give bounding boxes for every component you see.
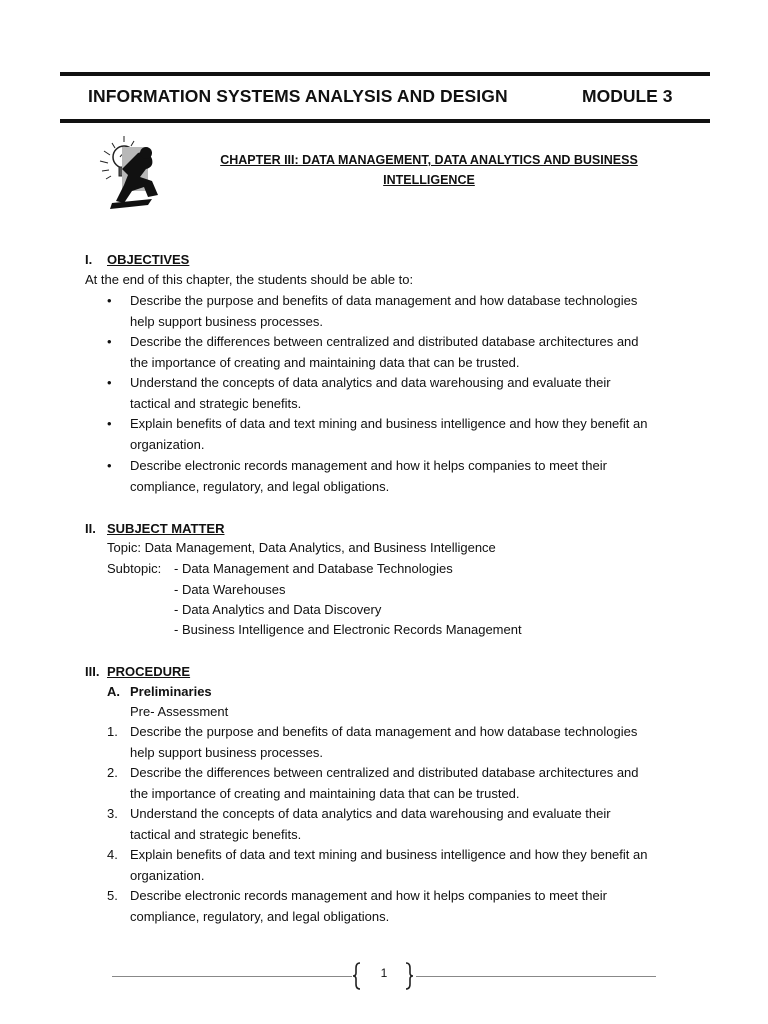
header-top-rule xyxy=(60,72,710,76)
procedure-item-4-line-1: Explain benefits of data and text mining and business intelligence and how they benefit an xyxy=(130,847,648,862)
objective-item-3-line-2: tactical and strategic benefits. xyxy=(130,395,302,411)
preliminaries-heading: Preliminaries xyxy=(130,684,212,699)
subtopic-label: Subtopic: xyxy=(107,561,162,576)
bullet-icon: • xyxy=(107,293,112,308)
procedure-item-1-number: 1. xyxy=(107,724,118,739)
procedure-number: III. xyxy=(85,664,100,679)
procedure-item-3 xyxy=(130,804,690,845)
chapter-title-line-1: CHAPTER III: DATA MANAGEMENT, DATA ANALYTICS AND BUSINESS xyxy=(220,153,638,167)
objective-item-5 xyxy=(130,456,683,497)
procedure-item-5-line-2: compliance, regulatory, and legal obligations. xyxy=(130,908,390,924)
objective-item-2 xyxy=(130,332,683,373)
chapter-title xyxy=(200,150,658,190)
objective-item-1-line-1: Describe the purpose and benefits of data management and how database technologies xyxy=(130,293,638,308)
subject-matter-number: II. xyxy=(85,521,96,536)
bullet-icon: • xyxy=(107,334,112,349)
bullet-icon: • xyxy=(107,458,112,473)
topic-line: Topic: Data Management, Data Analytics, and Business Intelligence xyxy=(107,540,496,555)
module-label: MODULE 3 xyxy=(582,86,673,106)
procedure-item-3-line-1: Understand the concepts of data analytics and data warehousing and evaluate their xyxy=(130,806,611,821)
header-bottom-rule xyxy=(60,119,710,123)
subtopic-item-4: - Business Intelligence and Electronic Records Management xyxy=(174,622,522,637)
subject-matter-heading: SUBJECT MATTER xyxy=(107,521,225,536)
procedure-item-4-line-2: organization. xyxy=(130,867,205,883)
course-title: INFORMATION SYSTEMS ANALYSIS AND DESIGN xyxy=(88,86,508,106)
objective-item-4-line-1: Explain benefits of data and text mining and business intelligence and how they benefit an xyxy=(130,416,648,431)
procedure-item-2-line-1: Describe the differences between centralized and distributed database architectures and xyxy=(130,765,639,780)
page-number: 1 xyxy=(380,966,388,980)
procedure-item-1-line-2: help support business processes. xyxy=(130,744,323,760)
pre-assessment-label: Pre- Assessment xyxy=(130,704,229,719)
procedure-item-2-number: 2. xyxy=(107,765,118,780)
subtopic-item-2: - Data Warehouses xyxy=(174,582,286,597)
footer-rule-left xyxy=(112,976,352,977)
subtopic-item-1: - Data Management and Database Technologies xyxy=(174,561,453,576)
procedure-item-3-line-2: tactical and strategic benefits. xyxy=(130,826,302,842)
left-brace-icon xyxy=(352,962,362,990)
procedure-item-4 xyxy=(130,845,690,886)
objective-item-3-line-1: Understand the concepts of data analytics and data warehousing and evaluate their xyxy=(130,375,611,390)
chapter-title-line-2: INTELLIGENCE xyxy=(383,173,475,187)
objective-item-4 xyxy=(130,414,683,455)
objective-item-3 xyxy=(130,373,683,414)
procedure-item-4-number: 4. xyxy=(107,847,118,862)
footer-rule-right xyxy=(416,976,656,977)
subtopic-item-3: - Data Analytics and Data Discovery xyxy=(174,602,382,617)
procedure-item-2-line-2: the importance of creating and maintaining data that can be trusted. xyxy=(130,785,520,801)
objective-item-2-line-1: Describe the differences between centralized and distributed database architectures and xyxy=(130,334,639,349)
objectives-heading: OBJECTIVES xyxy=(107,252,190,267)
objective-item-2-line-2: the importance of creating and maintaining data that can be trusted. xyxy=(130,354,520,370)
right-brace-icon xyxy=(404,962,414,990)
procedure-item-1 xyxy=(130,722,690,763)
objective-item-5-line-2: compliance, regulatory, and legal obligations. xyxy=(130,478,390,494)
objectives-number: I. xyxy=(85,252,93,267)
bullet-icon: • xyxy=(107,416,112,431)
preliminaries-letter: A. xyxy=(107,684,120,699)
objective-item-1-line-2: help support business processes. xyxy=(130,313,323,329)
procedure-item-2 xyxy=(130,763,690,804)
objective-item-5-line-1: Describe electronic records management and how it helps companies to meet their xyxy=(130,458,607,473)
procedure-item-3-number: 3. xyxy=(107,806,118,821)
bullet-icon: • xyxy=(107,375,112,390)
procedure-item-1-line-1: Describe the purpose and benefits of data management and how database technologies xyxy=(130,724,638,739)
procedure-item-5-number: 5. xyxy=(107,888,118,903)
objective-item-4-line-2: organization. xyxy=(130,436,205,452)
objectives-intro: At the end of this chapter, the students should be able to: xyxy=(85,272,414,287)
procedure-item-5-line-1: Describe electronic records management and how it helps companies to meet their xyxy=(130,888,607,903)
lightbulb-thinker-icon xyxy=(98,133,176,213)
objective-item-1 xyxy=(130,291,683,332)
procedure-heading: PROCEDURE xyxy=(107,664,191,679)
procedure-item-5 xyxy=(130,886,690,927)
